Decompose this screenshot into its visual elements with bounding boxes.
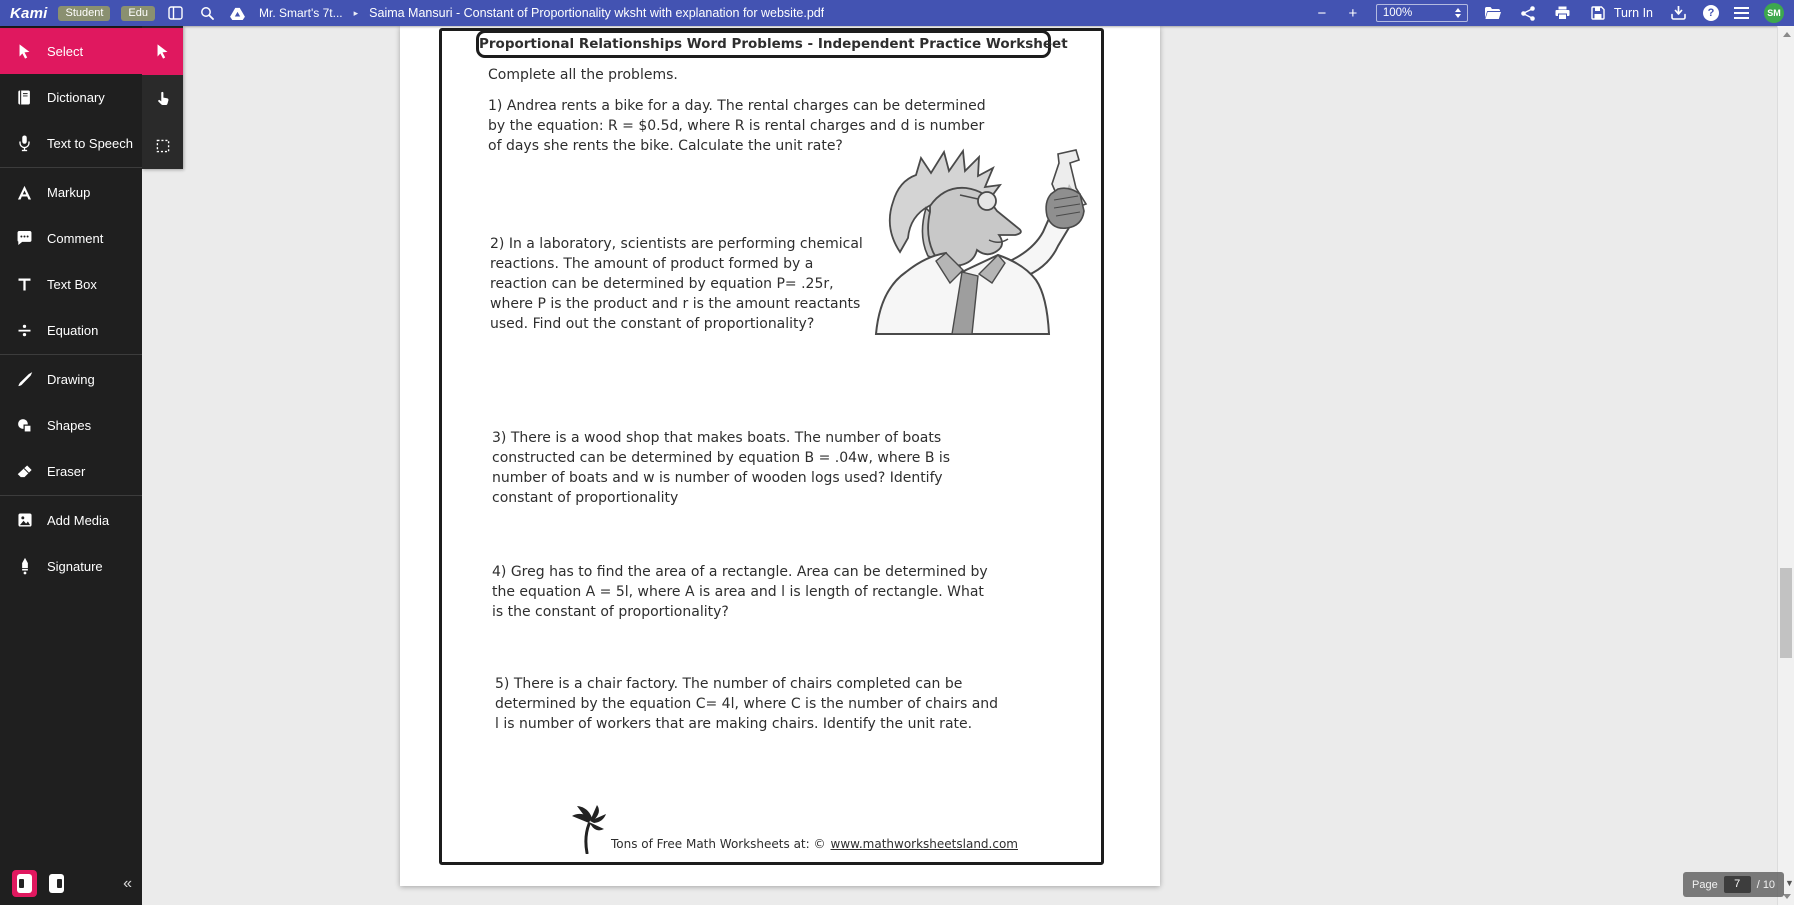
- sidebar-item-drawing[interactable]: [0, 356, 142, 402]
- page-navigator: [1683, 872, 1784, 897]
- submenu-pan-hand[interactable]: [142, 75, 183, 122]
- zoom-level-value: 100%: [1382, 7, 1413, 19]
- single-page-view-toggle[interactable]: [12, 870, 37, 897]
- zoom-spinner-icon: [1455, 8, 1461, 18]
- worksheet-instructions: Complete all the problems.: [488, 67, 678, 83]
- shapes-icon: [15, 416, 34, 435]
- sidebar-item-label: Drawing: [47, 371, 95, 387]
- breadcrumb-arrow-icon: ▸: [353, 7, 359, 18]
- dual-page-view-icon: [49, 874, 64, 893]
- folder-open-icon[interactable]: [1483, 3, 1503, 23]
- zoom-in-button[interactable]: +: [1348, 4, 1358, 22]
- palm-tree-icon: [568, 804, 606, 854]
- kami-logo: Kami: [10, 4, 48, 22]
- tool-sidebar: [0, 26, 142, 905]
- book-icon: [15, 88, 34, 107]
- sidebar-item-label: Eraser: [47, 463, 86, 479]
- footer-link[interactable]: www.mathworksheetsland.com: [830, 837, 1018, 851]
- media-icon: [15, 511, 34, 530]
- worksheet-footer: [568, 804, 1018, 854]
- sidebar-bottom: [12, 870, 132, 897]
- document-title: Saima Mansuri - Constant of Proportionality wksht with explanation for website.pdf: [369, 6, 825, 20]
- help-icon[interactable]: ?: [1703, 5, 1719, 21]
- single-page-view-icon: [17, 874, 32, 893]
- share-icon[interactable]: [1518, 3, 1538, 23]
- sidebar-item-shapes[interactable]: [0, 402, 142, 448]
- dual-page-view-toggle[interactable]: [44, 870, 69, 897]
- scientist-cartoon: [848, 148, 1106, 336]
- problem-3: 3) There is a wood shop that makes boats. The number of boats constructed can be determined by equation B = .04w, where B is number of boats and w is number of wooden logs used? Identify constant of proportionality: [492, 430, 951, 506]
- print-icon[interactable]: [1553, 3, 1573, 23]
- sidebar-item-label: Select: [47, 43, 84, 59]
- page-number-input[interactable]: 7: [1724, 876, 1751, 893]
- problem-2: 2) In a laboratory, scientists are performing chemical reactions. The amount of product formed by a reaction can be determined by equation P= .25r, where P is the product and r is the amount reactants used. Find out the constant of proportionality?: [490, 236, 863, 332]
- sidebar-item-text-box[interactable]: [0, 261, 142, 307]
- microphone-icon: [15, 134, 34, 153]
- sidebar-item-select[interactable]: [0, 28, 142, 74]
- sidebar-item-label: Text Box: [47, 276, 97, 292]
- save-icon: [1588, 3, 1608, 23]
- submenu-area-select[interactable]: [142, 122, 183, 169]
- zoom-level-select[interactable]: [1376, 4, 1468, 22]
- sidebar-divider: [0, 495, 142, 496]
- search-icon[interactable]: [197, 3, 217, 23]
- problem-4: 4) Greg has to find the area of a rectangle. Area can be determined by the equation A = 5l, where A is area and l is length of rectangle. What is the constant of proportionality?: [492, 564, 988, 620]
- page-total: / 10: [1756, 878, 1776, 891]
- breadcrumb[interactable]: Mr. Smart's 7t...: [258, 6, 343, 20]
- drive-icon: [228, 3, 248, 23]
- sidebar-item-signature[interactable]: [0, 543, 142, 589]
- avatar[interactable]: SM: [1764, 3, 1784, 23]
- sidebar-divider: [0, 354, 142, 355]
- vertical-scrollbar[interactable]: [1777, 26, 1794, 905]
- sidebar-item-text-to-speech[interactable]: [0, 120, 142, 166]
- sidebar-item-add-media[interactable]: [0, 497, 142, 543]
- sidebar-item-label: Signature: [47, 558, 103, 574]
- equation-icon: [15, 321, 34, 340]
- sidebar-item-eraser[interactable]: [0, 448, 142, 494]
- pdf-page: [400, 26, 1160, 886]
- collapse-sidebar-button[interactable]: «: [123, 874, 132, 892]
- submenu-select-cursor[interactable]: [142, 28, 183, 75]
- cursor-icon: [15, 42, 34, 61]
- footer-text: Tons of Free Math Worksheets at: ©: [611, 837, 826, 851]
- panel-toggle-icon[interactable]: [166, 3, 186, 23]
- select-tool-submenu: [142, 26, 183, 169]
- sidebar-item-dictionary[interactable]: [0, 74, 142, 120]
- sidebar-item-equation[interactable]: [0, 307, 142, 353]
- turn-in-label: Turn In: [1613, 6, 1653, 20]
- eraser-icon: [15, 462, 34, 481]
- sidebar-divider: [0, 167, 142, 168]
- document-viewer[interactable]: [142, 26, 1777, 905]
- scroll-up-arrow[interactable]: [1783, 32, 1791, 37]
- turn-in-button[interactable]: [1588, 3, 1653, 23]
- sidebar-item-label: Comment: [47, 230, 104, 246]
- scroll-down-arrow[interactable]: [1783, 894, 1791, 899]
- sidebar-item-label: Dictionary: [47, 89, 105, 105]
- marker-icon: [15, 183, 34, 202]
- topbar: [0, 0, 1794, 26]
- sidebar-item-label: Text to Speech: [47, 135, 133, 151]
- problem-1: 1) Andrea rents a bike for a day. The rental charges can be determined by the equation: R = $0.5d, where R is rental charges and d is number of days she rents the bike. Calculate the unit rate?: [488, 98, 986, 154]
- zoom-out-button[interactable]: −: [1317, 4, 1327, 22]
- student-badge: Student: [58, 6, 110, 21]
- comment-icon: [15, 229, 34, 248]
- scrollbar-thumb[interactable]: [1780, 568, 1792, 658]
- page-label: Page: [1692, 878, 1718, 891]
- sidebar-item-markup[interactable]: [0, 169, 142, 215]
- brush-icon: [15, 370, 34, 389]
- topbar-actions: [1314, 3, 1784, 23]
- problem-5: 5) There is a chair factory. The number of chairs completed can be determined by the equation C= 4l, where C is the number of chairs and l is number of workers that are making chairs. Identify the unit rate.: [495, 676, 999, 732]
- sidebar-item-label: Shapes: [47, 417, 92, 433]
- sidebar-item-comment[interactable]: [0, 215, 142, 261]
- textbox-icon: [15, 275, 34, 294]
- download-icon[interactable]: [1668, 3, 1688, 23]
- sidebar-item-label: Equation: [47, 322, 99, 338]
- sidebar-item-label: Add Media: [47, 512, 110, 528]
- signature-icon: [15, 557, 34, 576]
- menu-icon[interactable]: [1734, 7, 1749, 19]
- page-list-dropdown-icon[interactable]: ▼: [1785, 878, 1794, 888]
- worksheet-title: Proportional Relationships Word Problems - Independent Practice Worksheet: [476, 30, 1051, 58]
- edu-badge: Edu: [121, 6, 155, 21]
- sidebar-item-label: Markup: [47, 184, 91, 200]
- sidebar-tools: [0, 28, 142, 589]
